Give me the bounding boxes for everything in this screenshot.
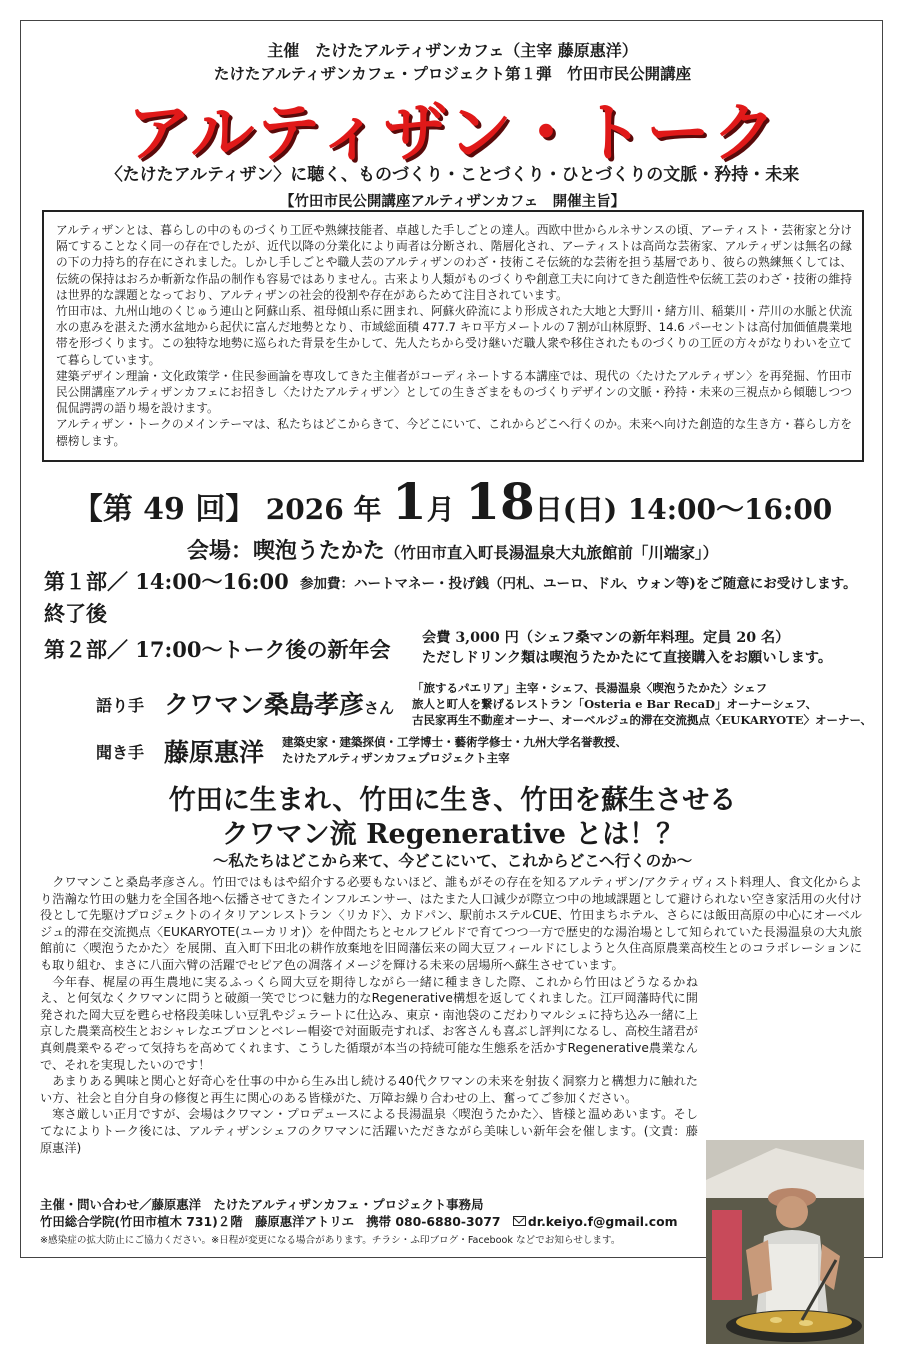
listener-name: 藤原惠洋 — [164, 738, 265, 767]
feature-paragraph: 今年春、梶屋の再生農地に実るふっくら岡大豆を期待しながら一緒に種まきした際、これから竹田はどうなるかねえ、と何気なくクワマンに問うと破顔一笑でじつに魅力的なRegenerative構想を返してくれました。江戸岡藩時代に開発された岡大豆を甦らせ格段美味しい豆乳やジェラートに仕込み、東京・南池袋のこだわりマルシェに持ち込み一緒に上京した農業高校生とおシャレなエプロンとベレー帽姿で対面販売すれば、お客さんも喜ぶし評判になるし、高校生諸君が真剣農業やるぞって気持ちを高めてくれます、こうした循環が本当の持続可能な生態系を活かすRegenerative農業なんで、それを実現したいのです！ — [40, 974, 698, 1072]
contact-email[interactable]: dr.keiyo.f@gmail.com — [527, 1214, 678, 1229]
speaker-name-text: クワマン桑島孝彦 — [164, 690, 365, 719]
feature-subheadline: 〜私たちはどこから来て、今どこにいて、これからどこへ行くのか〜 — [212, 851, 693, 870]
purpose-paragraph: 建築デザイン理論・文化政策学・住民参画論を専攻してきた主催者がコーディネートする本講座では、現代の〈たけたアルティザン〉を再発掘、竹田市民公開講座アルティザンカフェにお招きし〈たけたアルティザン〉としての生きざまをものづくりデザインの文脈・矜持・未来の三視点から傾聴しつつ侃侃諤諤の語り場を設けます。 — [56, 368, 852, 416]
event-time: 14:00〜16:00 — [627, 493, 833, 526]
feature-headline: クワマン流 Regenerative とは！？ — [221, 819, 684, 850]
event-month: 1 — [391, 472, 427, 531]
event-year: 2026 年 — [265, 493, 382, 526]
after-label: 終了後 — [44, 601, 107, 626]
part1-schedule: 第１部／ 14:00〜16:00 — [44, 569, 289, 594]
feature-paragraph: 寒さ厳しい正月ですが、会場はクワマン・プロデュースによる長湯温泉〈喫泡うたかた〉、皆様と温めあいます。そしてなによりトーク後には、アルティザンシェフのクワマンに活躍いただきながら美味しい新年会を催します。(文責：藤原惠洋) — [40, 1107, 698, 1155]
speaker-bio — [412, 680, 872, 728]
part2-fee-line: ただしドリンク類は喫泡うたかたにて直接購入をお願いします。 — [422, 650, 833, 666]
listener-bio-line: 建築史家・建築探偵・工学博士・藝術学修士・九州大学名誉教授、 — [282, 735, 627, 749]
chef-cooking-photo-icon — [706, 1140, 864, 1344]
feature-paragraph: あまりある興味と関心と好奇心を仕事の中から生み出し続ける40代クワマンの未来を射抜く洞察力と構想力に触れたい方、社会と自分自身の修復と再生に関心のある皆様がた、万障お繰り合わせの上、奮ってご参加ください。 — [40, 1074, 698, 1105]
feature-paragraph: クワマンこと桑島孝彦さん。竹田ではもはや紹介する必要もないほど、誰もがその存在を知るアルティザン/アクティヴィスト料理人、食文化からより浩瀚な竹田の魅力を全国各地へ伝播させてきたインフルエンサー、はたまた人口減少が際立つ中の地域課題として避けられない空き家活用の火付け役として先駆けプロジェクトのイタリアンレストラン〈リカド〉、カドパン、駅前ホステルCUE、竹田まちホテル、さらには飯田高原の中心にオーベルジュ的滞在交流拠点〈EUKARYOTE(ユーカリオ)〉を仲間たちとセルフビルドで育てつつ一方で歴史的な湯治場として知られていた長湯温泉の大丸旅館前に〈喫泡うたかた〉を展開、直入町下田北の耕作放棄地を旧岡藩伝来の岡大豆フィールドにしようと久住高原農業高校生とのコラボレーションにも取り組む、まさに八面六臂の活躍でセピア色の凋落イメージを輝ける未来の居場所へ蘇生させています。 — [40, 875, 862, 972]
venue-line — [0, 534, 905, 565]
listener-role: 聞き手 — [96, 743, 145, 762]
event-date-line — [0, 472, 905, 531]
part2-fee — [422, 628, 832, 668]
part1-fee: 参加費：ハートマネー・投げ銭（円札、ユーロ、ドル、ウォン等)をご随意にお受けします。 — [300, 576, 857, 592]
purpose-paragraph: アルティザンとは、暮らしの中のものづくり工匠や熟練技能者、卓越した手しごとの達人。西欧中世からルネサンスの頃、アーティスト・芸術家と分け隔てすることなく同一の存在でしたが、近代以降の分業化により両者は分断され、階層化され、アーティストは高尚な芸術家、アルティザンは無名の縁の下の力持ち的存在にされました。しかし手しごとや職人芸のアルティザンのわざ・技術こそ伝統的な芸術を担う基層であり、彼らの熟練無くしては、伝統の保持はおろか斬新な作品の制作も容易ではありません。古来より人類がものづくりや創意工夫に向けてきた創造性や伝統工芸のわざ・技術の維持は世界的な課題となっており、アルティザンの社会的役割や存在があらためて注目されています。 — [56, 223, 852, 302]
session-number: 【第 49 回】 — [72, 492, 256, 527]
purpose-paragraph: 竹田市は、九州山地のくじゅう連山と阿蘇山系、祖母傾山系に囲まれ、阿蘇火砕流により形成された大地と大野川・緒方川、稲葉川・芹川の水脈と伏流水の恵みを湛えた湧水盆地から起伏に富んだ地勢となり、市域総面積 477.7 キロ平方メートルの７割が山林原野、14.6 パーセントは高付加価値農業地帯を形づくります。この独特な地勢に巡られた背景を生かして、先人たちから受け継いだ職人衆や移住されたものづくりの工匠の方々がなりわいを立てて暮らしています。 — [56, 304, 852, 367]
purpose-heading: 【竹田市民公開講座アルティザンカフェ 開催主旨】 — [279, 193, 626, 210]
event-month-unit: 月 — [426, 493, 455, 526]
organizer-line: 主催 たけたアルティザンカフェ（主宰 藤原惠洋） — [267, 41, 638, 60]
feature-body — [40, 874, 862, 1344]
contact-line: 主催・問い合わせ／藤原惠洋 たけたアルティザンカフェ・プロジェクト事務局 — [40, 1197, 484, 1212]
venue-detail: （竹田市直入町長湯温泉大丸旅館前「川端家」） — [384, 543, 719, 562]
speaker-bio-line: 「旅するパエリア」主宰・シェフ、長湯温泉〈喫泡うたかた〉シェフ — [412, 681, 768, 695]
event-day: 18 — [465, 472, 535, 531]
purpose-paragraph: アルティザン・トークのメインテーマは、私たちはどこからきて、今どこにいて、これからどこへ行くのか。未来へ向けた創造的な生き方・暮らし方を標榜します。 — [56, 417, 852, 448]
speaker-role: 語り手 — [96, 696, 145, 715]
page-title: アルティザン・トーク — [126, 96, 779, 171]
venue-label: 会場：喫泡うたかた — [186, 538, 385, 564]
listener-bio-line: たけたアルティザンカフェプロジェクト主宰 — [282, 751, 510, 765]
event-weekday: 日(日) — [534, 493, 618, 526]
speaker-bio-line: 旅人と町人を繋げるレストラン「Osteria e Bar RecaD」オーナーシェフ、 — [412, 697, 818, 711]
part2-schedule: 第２部／ 17:00〜トーク後の新年会 — [44, 637, 391, 662]
footnote: ※感染症の拡大防止にご協力ください。※日程が変更になる場合があります。チラシ・ふ印ブログ・Facebook などでお知らせします。 — [40, 1235, 621, 1246]
series-subtitle: たけたアルティザンカフェ・プロジェクト第１弾 竹田市民公開講座 — [213, 64, 692, 83]
chef-photo — [706, 1140, 864, 1344]
contact-address: 竹田総合学院(竹田市植木 731)２階 藤原惠洋アトリエ 携帯 080-6880-3077 — [40, 1214, 501, 1229]
speaker-honorific: さん — [364, 699, 395, 717]
speaker-name — [164, 685, 394, 721]
listener-bio — [282, 734, 627, 766]
contact-block — [40, 1196, 678, 1230]
tagline: 〈たけたアルティザン〉に聴く、ものづくり・ことづくり・ひとづくりの文脈・矜持・未来 — [105, 165, 800, 185]
purpose-box — [42, 210, 864, 462]
contact-line — [40, 1213, 678, 1230]
speaker-bio-line: 古民家再生不動産オーナー、オーベルジュ的滞在交流拠点〈EUKARYOTE〉オーナー、 — [412, 713, 873, 727]
part2-fee-line: 会費 3,000 円（シェフ桑マンの新年料理。定員 20 名） — [422, 630, 790, 646]
mail-icon — [513, 1216, 526, 1226]
feature-headline: 竹田に生まれ、竹田に生き、竹田を蘇生させる — [168, 785, 737, 816]
